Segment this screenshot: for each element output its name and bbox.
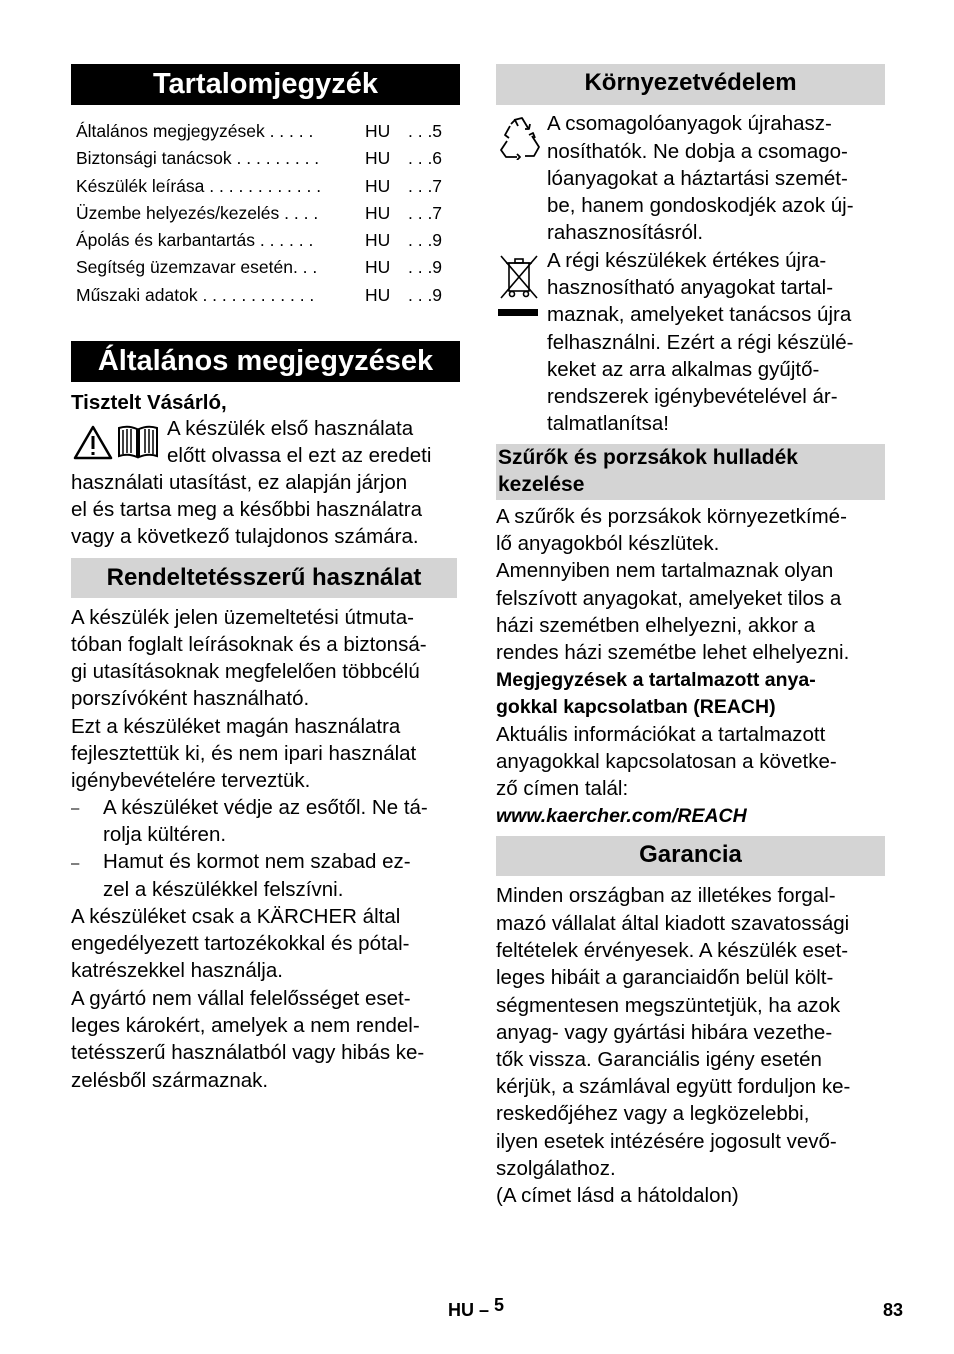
intended-use-line: A készülék jelen üzemeltetési útmuta-: [71, 606, 414, 629]
weee-text-line: A régi készülékek értékes újra-: [547, 249, 827, 272]
page-number: 83: [883, 1300, 904, 1320]
warranty-text-line: ségmentesen megszüntetjük, ha azok: [496, 994, 841, 1017]
intended-use-line: tetésszerű használatból vagy hibás ke-: [71, 1041, 425, 1064]
bullet-text-line: zel a készülékkel felszívni.: [103, 878, 344, 901]
warranty-text-line: (A címet lásd a hátoldalon): [496, 1184, 739, 1207]
general-text-line: vagy a következő tulajdonos számára.: [71, 525, 419, 548]
recycle-icon: [498, 114, 542, 160]
filters-heading-line: Szűrők és porzsákok hulladék: [498, 446, 798, 469]
intended-use-line: A készüléket csak a KÄRCHER által: [71, 905, 401, 928]
toc-entry[interactable]: Készülék leírása . . . . . . . . . . . . HU . . .7: [76, 175, 443, 196]
reach-text-line: anyagokkal kapcsolatosan a követke-: [496, 750, 837, 773]
warranty-heading: Garancia: [496, 836, 885, 876]
intended-use-line: gi utasításoknak megfelelően többcélú: [71, 660, 420, 683]
intended-use-line: zelésből származnak.: [71, 1069, 269, 1092]
reach-text-line: ző címen talál:: [496, 777, 629, 800]
general-text-line: használati utasítást, ez alapján járjon: [71, 471, 408, 494]
intended-use-line: katrészekkel használja.: [71, 959, 283, 982]
intended-use-line: leges károkért, amelyek a nem rendel-: [71, 1014, 420, 1037]
warning-icon: [73, 424, 113, 460]
intended-use-line: tóban foglalt leírásoknak és a biztonsá-: [71, 633, 427, 656]
footer-sub-page: 5: [494, 1295, 505, 1315]
bullet-text-line: rolja kültéren.: [103, 823, 227, 846]
filters-text-line: felszívott anyagokat, amelyeket tilos a: [496, 587, 842, 610]
general-text-line: előtt olvassa el ezt az eredeti: [167, 444, 432, 467]
warranty-text-line: szolgálathoz.: [496, 1157, 616, 1180]
toc-entry[interactable]: Műszaki adatok . . . . . . . . . . . . HU . . .9: [76, 284, 443, 305]
filters-text-line: Amennyiben nem tartalmaznak olyan: [496, 559, 834, 582]
weee-text-line: rendszerek igénybevételével ár-: [547, 385, 838, 408]
warranty-text-line: tők vissza. Garanciális igény esetén: [496, 1048, 822, 1071]
intended-use-line: igénybevételére terveztük.: [71, 769, 311, 792]
intended-use-line: fejlesztettük ki, és nem ipari használat: [71, 742, 417, 765]
toc-heading: Tartalomjegyzék: [71, 64, 460, 105]
toc-entry[interactable]: Segítség üzemzavar esetén. . . HU . . .9: [76, 257, 443, 278]
intended-use-line: Ezt a készüléket magán használatra: [71, 715, 401, 738]
manual-book-icon: [115, 424, 161, 460]
bullet-dash: –: [71, 800, 80, 817]
intended-use-line: A gyártó nem vállal felelősséget eset-: [71, 987, 411, 1010]
reach-text-line: Aktuális információkat a tartalmazott: [496, 723, 826, 746]
weee-text-line: keket az arra alkalmas gyűjtő-: [547, 358, 820, 381]
recycle-text-line: lóanyagokat a háztartási szemét-: [547, 167, 848, 190]
general-text-line: el és tartsa meg a későbbi használatra: [71, 498, 422, 521]
general-text-line: A készülék első használata: [167, 417, 414, 440]
filters-text-line: rendes házi szemétbe lehet elhelyezni.: [496, 641, 850, 664]
intended-use-heading: Rendeltetésszerű használat: [71, 558, 457, 598]
weee-text-line: maznak, amelyeket tanácsos újra: [547, 303, 852, 326]
table-of-contents: [76, 118, 456, 309]
recycle-text-line: A csomagolóanyagok újrahasz-: [547, 112, 832, 135]
warranty-text-line: kérjük, a számlával együtt forduljon ke-: [496, 1075, 851, 1098]
intended-use-line: porszívóként használható.: [71, 687, 310, 710]
filters-text-line: A szűrők és porzsákok környezetkímé-: [496, 505, 847, 528]
recycle-text-line: be, hanem gondoskodjék azok új-: [547, 194, 854, 217]
bullet-dash: –: [71, 855, 80, 872]
warranty-text-line: reskedőjéhez vagy a legközelebbi,: [496, 1102, 810, 1125]
warranty-text-line: feltételek érvényesek. A készülék eset-: [496, 939, 849, 962]
warranty-text-line: mazó vállalat által kiadott szavatossági: [496, 912, 850, 935]
weee-text-line: talmatlanítsa!: [547, 412, 669, 435]
reach-heading-line: gokkal kapcsolatban (REACH): [496, 696, 776, 718]
warranty-text-line: leges hibáit a garanciaidőn belül költ-: [496, 966, 834, 989]
toc-entry[interactable]: Ápolás és karbantartás . . . . . . HU . . .9: [76, 230, 443, 251]
toc-entry[interactable]: Általános megjegyzések . . . . . HU . . .5: [76, 121, 443, 141]
warranty-text-line: Minden országban az illetékes forgal-: [496, 884, 836, 907]
intended-use-line: engedélyezett tartozékokkal és pótal-: [71, 932, 410, 955]
footer-lang: HU – 5: [448, 1295, 505, 1320]
filters-heading-line: kezelése: [498, 473, 585, 496]
toc-entry[interactable]: Üzembe helyezés/kezelés . . . . HU . . .7: [76, 202, 443, 223]
warranty-text-line: anyag- vagy gyártási hibára vezethe-: [496, 1021, 833, 1044]
reach-url-link[interactable]: www.kaercher.com/REACH: [496, 805, 747, 827]
bullet-text-line: Hamut és kormot nem szabad ez-: [103, 850, 411, 873]
filters-heading: [496, 444, 885, 500]
salutation: Tisztelt Vásárló,: [71, 391, 227, 414]
filters-text-line: házi szemétben elhelyezni, akkor a: [496, 614, 816, 637]
bullet-text-line: A készüléket védje az esőtől. Ne tá-: [103, 796, 428, 819]
recycle-text-line: rahasznosításról.: [547, 221, 704, 244]
filters-text-line: lő anyagokból készlütek.: [496, 532, 720, 555]
reach-heading-line: Megjegyzések a tartalmazott anya-: [496, 669, 816, 691]
crossed-bin-icon: [498, 252, 540, 318]
warranty-text-line: ilyen esetek intézésére jogosult vevő-: [496, 1130, 837, 1153]
general-heading: Általános megjegyzések: [71, 341, 460, 382]
environment-heading: Környezetvédelem: [496, 64, 885, 105]
toc-entry[interactable]: Biztonsági tanácsok . . . . . . . . . HU . . .6: [76, 148, 443, 169]
recycle-text-line: nosíthatók. Ne dobja a csomago-: [547, 140, 848, 163]
weee-text-line: felhasználni. Ezért a régi készülé-: [547, 331, 854, 354]
weee-text-line: hasznosítható anyagokat tartal-: [547, 276, 834, 299]
